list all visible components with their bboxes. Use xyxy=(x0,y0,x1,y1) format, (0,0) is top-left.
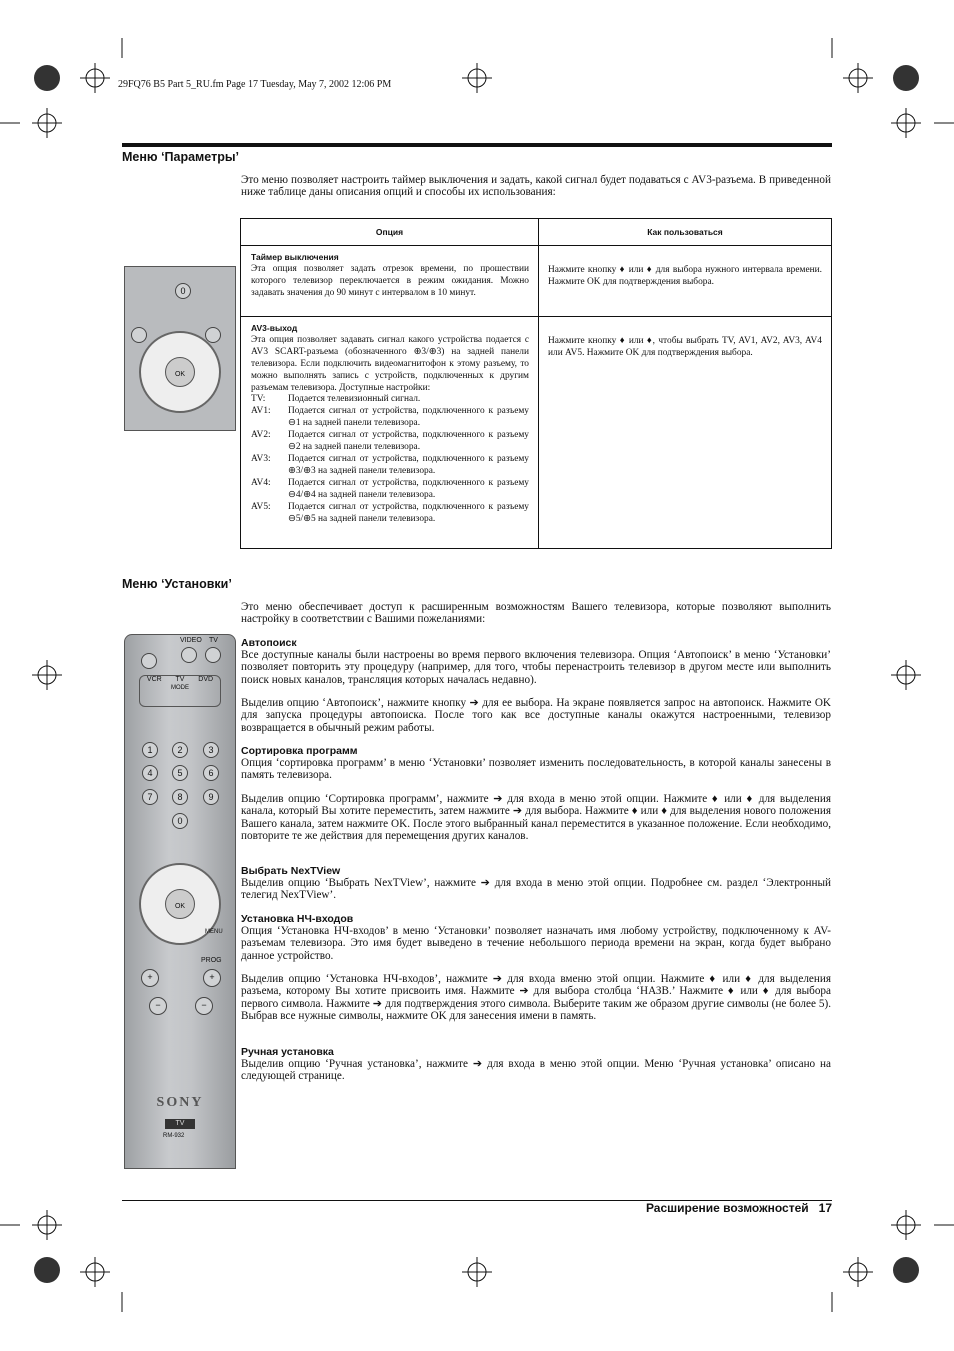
lf-p1: Опция ‘Установка НЧ-входов’ в меню ‘Установки’ позволяет назначать имя любому устройству, подключенному к AV-разъемам телевизора. Это имя будет выведено в течение небольшого периода времени на экран, когда будет выбрано данное устройство. xyxy=(241,925,831,962)
top-rule xyxy=(122,143,832,147)
print-header: 29FQ76 B5 Part 5_RU.fm Page 17 Tuesday, May 7, 2002 12:06 PM xyxy=(118,79,392,90)
col-option-header: Опция xyxy=(241,219,539,246)
options-table xyxy=(240,218,832,549)
nextview-title: Выбрать NexTView xyxy=(241,865,341,877)
manual-p1: Выделив опцию ‘Ручная установка’, нажмите ➔ для входа в меню этой опции. Меню ‘Ручная установка’ описано на следующей странице. xyxy=(241,1058,831,1083)
usage-sleep-timer: Нажмите кнопку ♦ или ♦ для выбора нужного интервала времени. Нажмите OK для подтверждения выбора. xyxy=(539,246,832,317)
autosearch-p1: Все доступные каналы были настроены во время первого включения телевизора. Опция ‘Автопоиск’ в меню ‘Установки’ позволяет повторить эту процедуру (например, для того, чтобы перенастроить телевизор в другом месте или выполнить поиск новых каналов, трансляция которых началась недавно). xyxy=(241,649,831,686)
lf-p2: Выделив опцию ‘Установка НЧ-входов’, нажмите ➔ для входа вменю этой опции. Нажмите ♦ или ♦ для выделения разъема, которому Вы хотите присвоить имя. Нажмите ➔ для выбора столбца ‘НАЗВ.’ Нажмите ♦ или ♦ для выбора первого символа. Нажмите ➔ для подтверждения этого символа. Выберите таким же образом другие символы (не более 5). Выбрав все нужные символы, нажмите OK для занесения имени в память. xyxy=(241,973,831,1022)
lf-title: Установка НЧ-входов xyxy=(241,913,354,925)
col-usage-header: Как пользоваться xyxy=(539,219,832,246)
usage-av3-out: Нажмите кнопку ♦ или ♦, чтобы выбрать TV, AV1, AV2, AV3, AV4 или AV5. Нажмите OK для подтверждения выбора. xyxy=(539,317,832,549)
autosearch-p2: Выделив опцию ‘Автопоиск’, нажмите кнопку ➔ для ее выбора. На экране появляется запрос на автопоиск. Нажмите OK для запуска процедуры автопоиска. После того как все доступные каналы окажутся настроенными, телевизор возвращается в обычный режим работы. xyxy=(241,697,831,734)
section1-intro: Это меню позволяет настроить таймер выключения и задать, какой сигнал будет подаваться с AV3-разъема. В приведенной ниже таблице даны описания опций и способы их использования: xyxy=(241,174,831,199)
sort-title: Сортировка программ xyxy=(241,745,358,757)
section2-title: Меню ‘Установки’ xyxy=(122,577,232,591)
remote-big-image: VIDEO TV VCR TV DVD MODE 1 2 3 4 5 6 7 8 9 0 OK MENU PROG + + − − SONY TV RM-932 xyxy=(124,634,236,1169)
page-footer: Расширение возможностей 17 xyxy=(645,1201,832,1215)
nextview-p1: Выделив опцию ‘Выбрать NexTView’, нажмите ➔ для входа в меню этой опции. Подробнее см. раздел ‘Электронный телегид NexTView’. xyxy=(241,877,831,902)
manual-title: Ручная установка xyxy=(241,1046,334,1058)
option-av3-out: AV3-выход Эта опция позволяет задавать сигнал какого устройства подается с AV3 SCART-разъема (обозначенного ⊕3/⊕3) на задней панели телевизора. Если подключить видеомагнитофон к этому разъему, то можно выполнять запись с устройств, подключенных к другим разъемам телевизора. Доступные настройки: TV: Подается телевизионный сигнал. AV1: Подается сигнал от устройства, подключенного к разъему ⊖1 на задней панели телевизора. AV2: Подается сигнал от устройства, подключенного к разъему ⊖2 на задней панели телевизора. AV3: Подается сигнал от устройства, подключенного к разъему ⊕3/⊕3 на задней панели телевизора. AV4: Подается сигнал от устройства, подключенного к разъему ⊖4/⊕4 на задней панели телевизора. AV5: Подается сигнал от устройства, подключенного к разъему ⊖5/⊕5 на задней панели телевизора. xyxy=(241,317,539,549)
sort-p1: Опция ‘сортировка программ’ в меню ‘Установки’ позволяет изменить последовательность, в которой каналы занесены в память телевизора. xyxy=(241,757,831,782)
section1-title: Меню ‘Параметры’ xyxy=(122,150,239,164)
sort-p2: Выделив опцию ‘Сортировка программ’, нажмите ➔ для входа в меню этой опции. Нажмите ♦ или ♦ для выделения канала, который Вы хотите переместить, затем нажмите ➔ для выбора. Нажмите ♦ или ♦ для выделения нового положения Вашего канала, затем нажмите OK. После этого выбранный канал переместится в указанное положение. Если необходимо, повторите те же действия для перемещения других каналов. xyxy=(241,793,831,842)
section2-intro: Это меню обеспечивает доступ к расширенным возможностям Вашего телевизора, которые позволяют выполнить настройку в соответствии с Вашими пожеланиями: xyxy=(241,601,831,626)
autosearch-title: Автопоиск xyxy=(241,637,297,649)
option-sleep-timer: Таймер выключения Эта опция позволяет задать отрезок времени, по прошествии которого телевизор переключается в режим ожидания. Можно задавать значения до 90 минут с интервалом в 10 минут. xyxy=(241,246,539,317)
remote-small-image: 0 OK xyxy=(124,266,236,431)
